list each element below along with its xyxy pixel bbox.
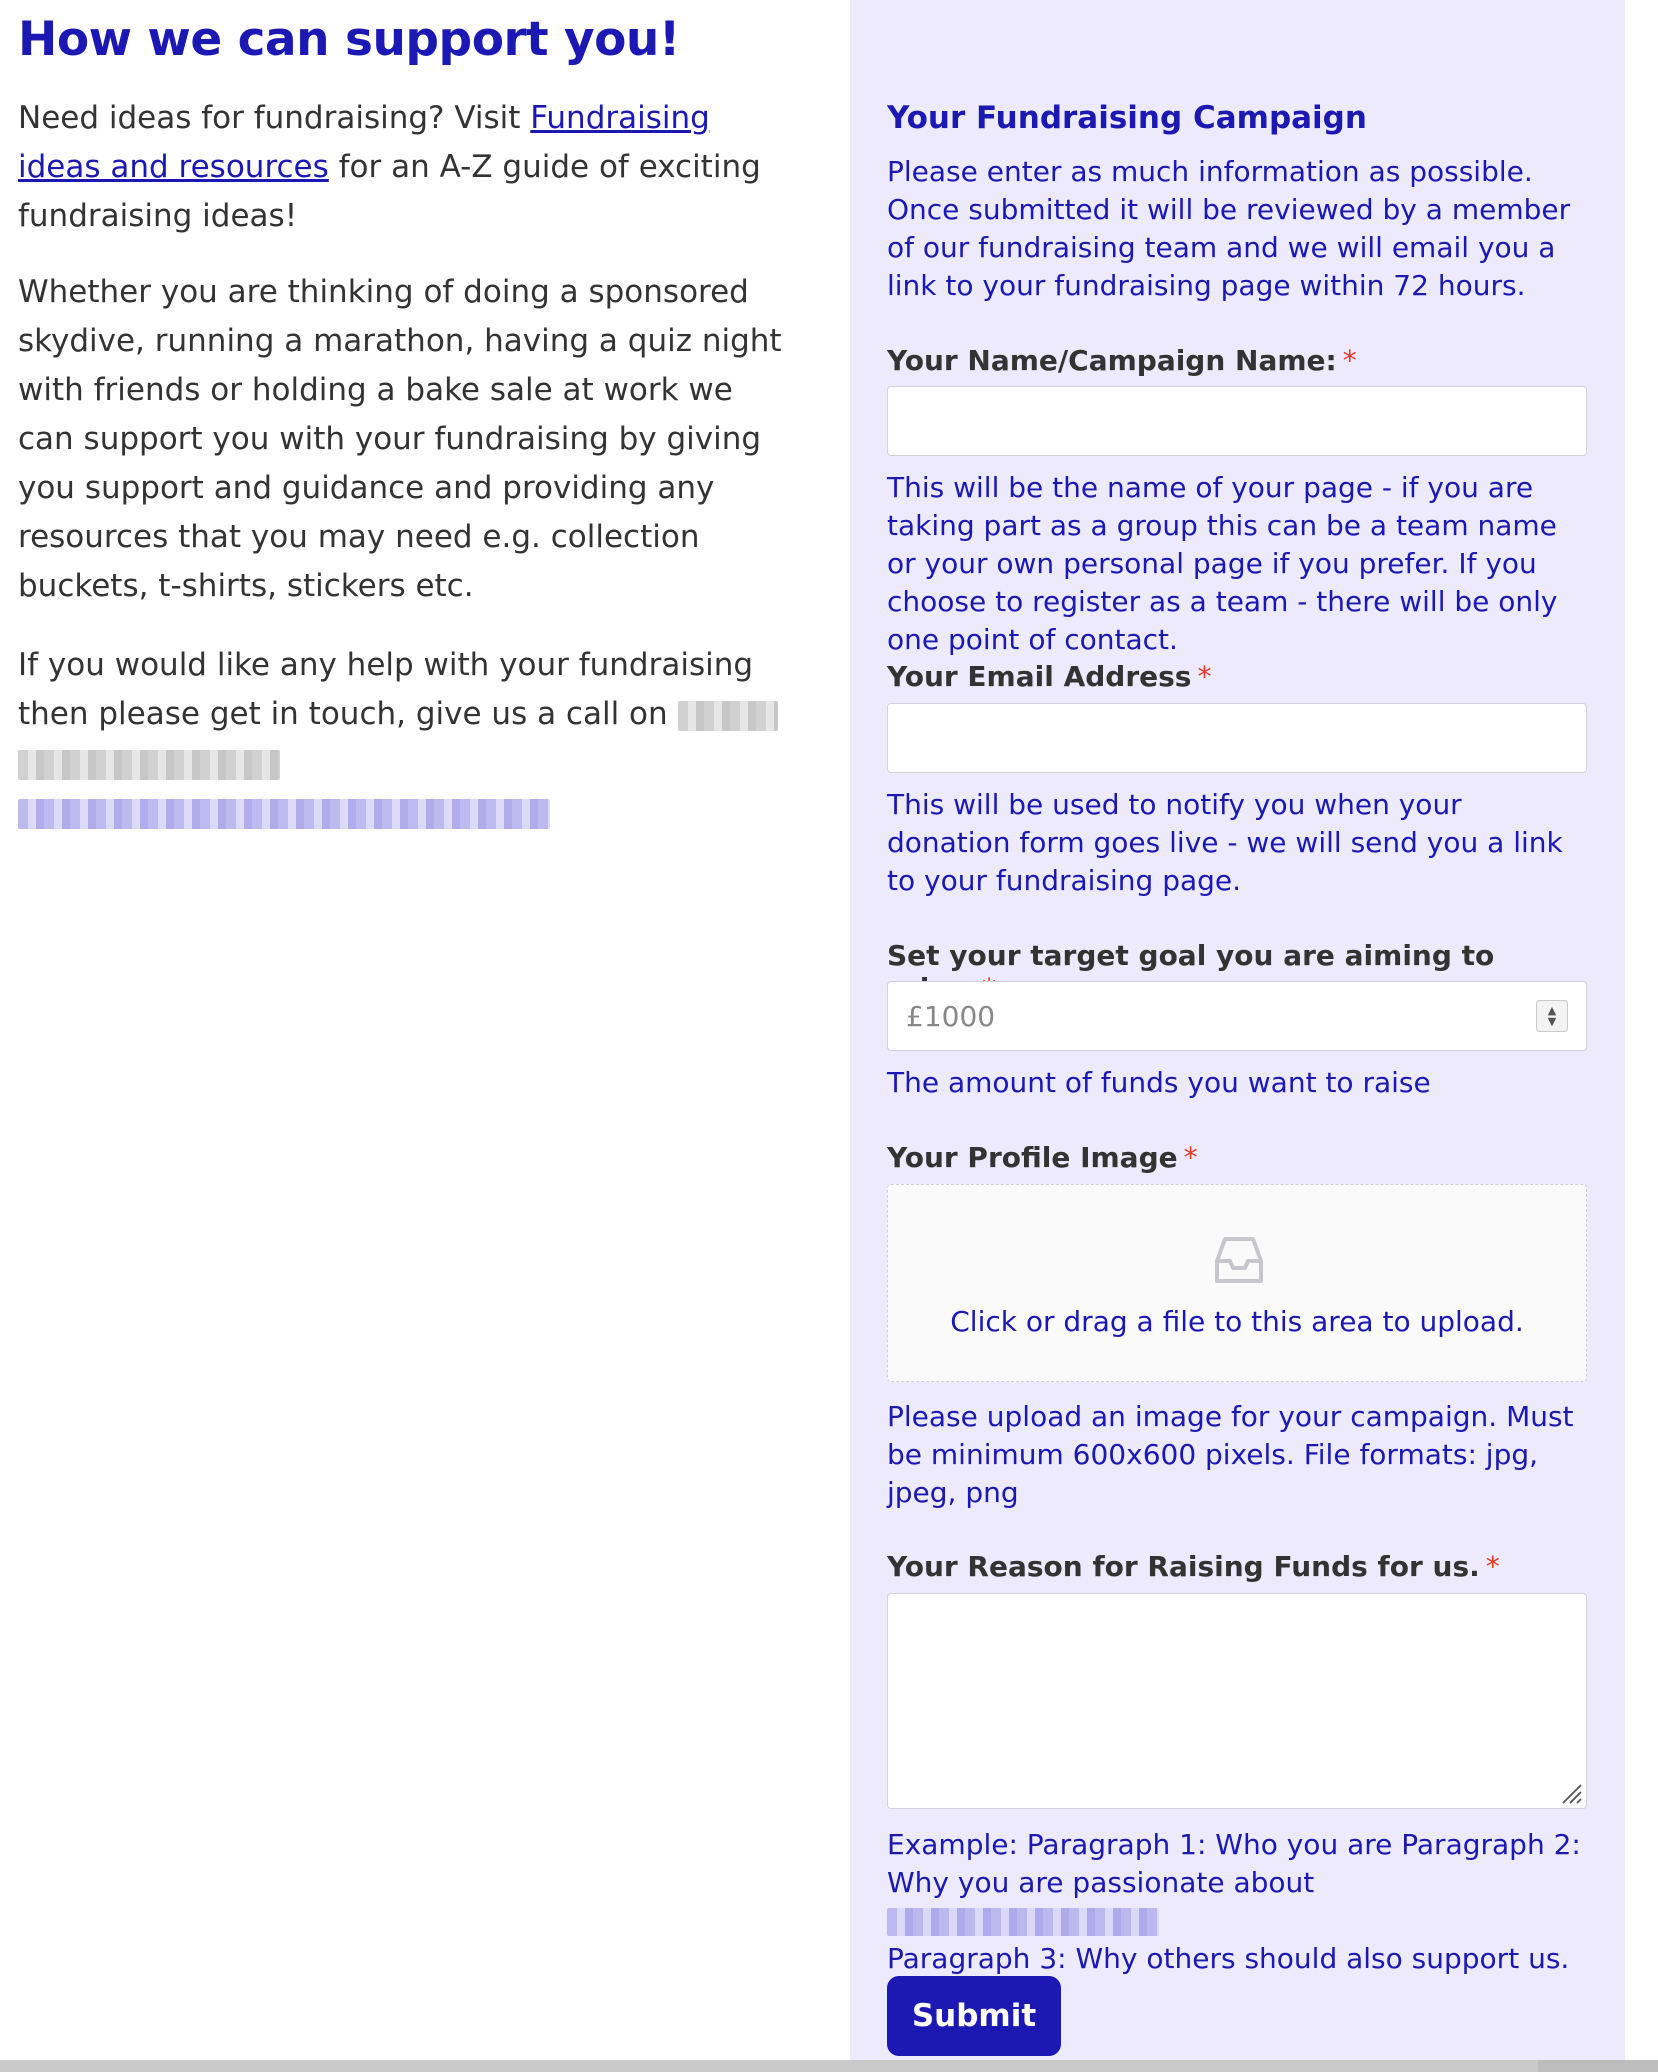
image-help: Please upload an image for your campaign. Must be minimum 600x600 pixels. File formats: jpg, jpeg, png: [887, 1400, 1574, 1509]
target-amount-input[interactable]: £1000 ▲ ▼: [887, 981, 1587, 1051]
submit-button[interactable]: Submit: [887, 1976, 1061, 2056]
target-label: Set your target goal you are aiming to: [887, 939, 1495, 972]
horizontal-scrollbar[interactable]: [0, 2060, 1658, 2072]
reason-help: Example: Paragraph 1: Who you are Paragraph 2: Why you are passionate about Paragraph 3: Why others should also support us.: [887, 1828, 1581, 1975]
email-input[interactable]: [887, 703, 1587, 773]
form-intro: Please enter as much information as possible. Once submitted it will be reviewed by a member of our fundraising team and we will email you a link to your fundraising page within 72 hours.: [887, 155, 1571, 302]
form-title: Your Fundraising Campaign: [887, 100, 1367, 136]
redacted-phone-cont: [18, 750, 280, 780]
image-dropzone[interactable]: [887, 1184, 1587, 1382]
name-label: Your Name/Campaign Name: *: [887, 344, 1357, 377]
target-help: The amount of funds you want to raise: [887, 1066, 1431, 1099]
reason-label: Your Reason for Raising Funds for us. *: [887, 1550, 1500, 1583]
intro-paragraph: Need ideas for fundraising? Visit Fundraising ideas and resources for an A-Z guide of exciting fundraising ideas!: [18, 100, 761, 234]
fundraising-ideas-link[interactable]: Fundraising ideas and resources: [18, 100, 710, 185]
contact-paragraph: If you would like any help with your fundraising then please get in touch, give us a call on: [18, 641, 798, 837]
reason-textarea[interactable]: [887, 1593, 1587, 1809]
form-panel: [850, 0, 1625, 2072]
email-label: Your Email Address *: [887, 660, 1212, 693]
email-help: This will be used to notify you when your donation form goes live - we will send you a link to your fundraising page.: [887, 788, 1563, 897]
resize-handle-icon[interactable]: [1560, 1782, 1582, 1804]
redacted-email-link[interactable]: [18, 799, 550, 829]
redacted-charity-name: [887, 1908, 1159, 1936]
number-stepper[interactable]: ▲ ▼: [1536, 1000, 1568, 1032]
name-help: This will be the name of your page - if you are taking part as a group this can be a team name or your own personal page if you prefer. If you choose to register as a team - there will be only one point of contact.: [887, 471, 1558, 656]
campaign-name-input[interactable]: [887, 386, 1587, 456]
image-label: Your Profile Image *: [887, 1141, 1198, 1174]
support-paragraph: Whether you are thinking of doing a sponsored skydive, running a marathon, having a quiz night with friends or holding a bake sale at work we can support you with your fundraising by giving you support and guidance and providing any resources that you may need e.g. collection buckets, t-shirts, stickers etc.: [18, 274, 782, 604]
scrollbar-thumb[interactable]: [1538, 2060, 1658, 2072]
inbox-icon: [1211, 1231, 1267, 1287]
dropzone-text: Click or drag a file to this area to upload.: [950, 1305, 1524, 1338]
info-column: [18, 0, 798, 837]
redacted-phone: [678, 701, 778, 731]
page-title: How we can support you!: [18, 12, 680, 67]
